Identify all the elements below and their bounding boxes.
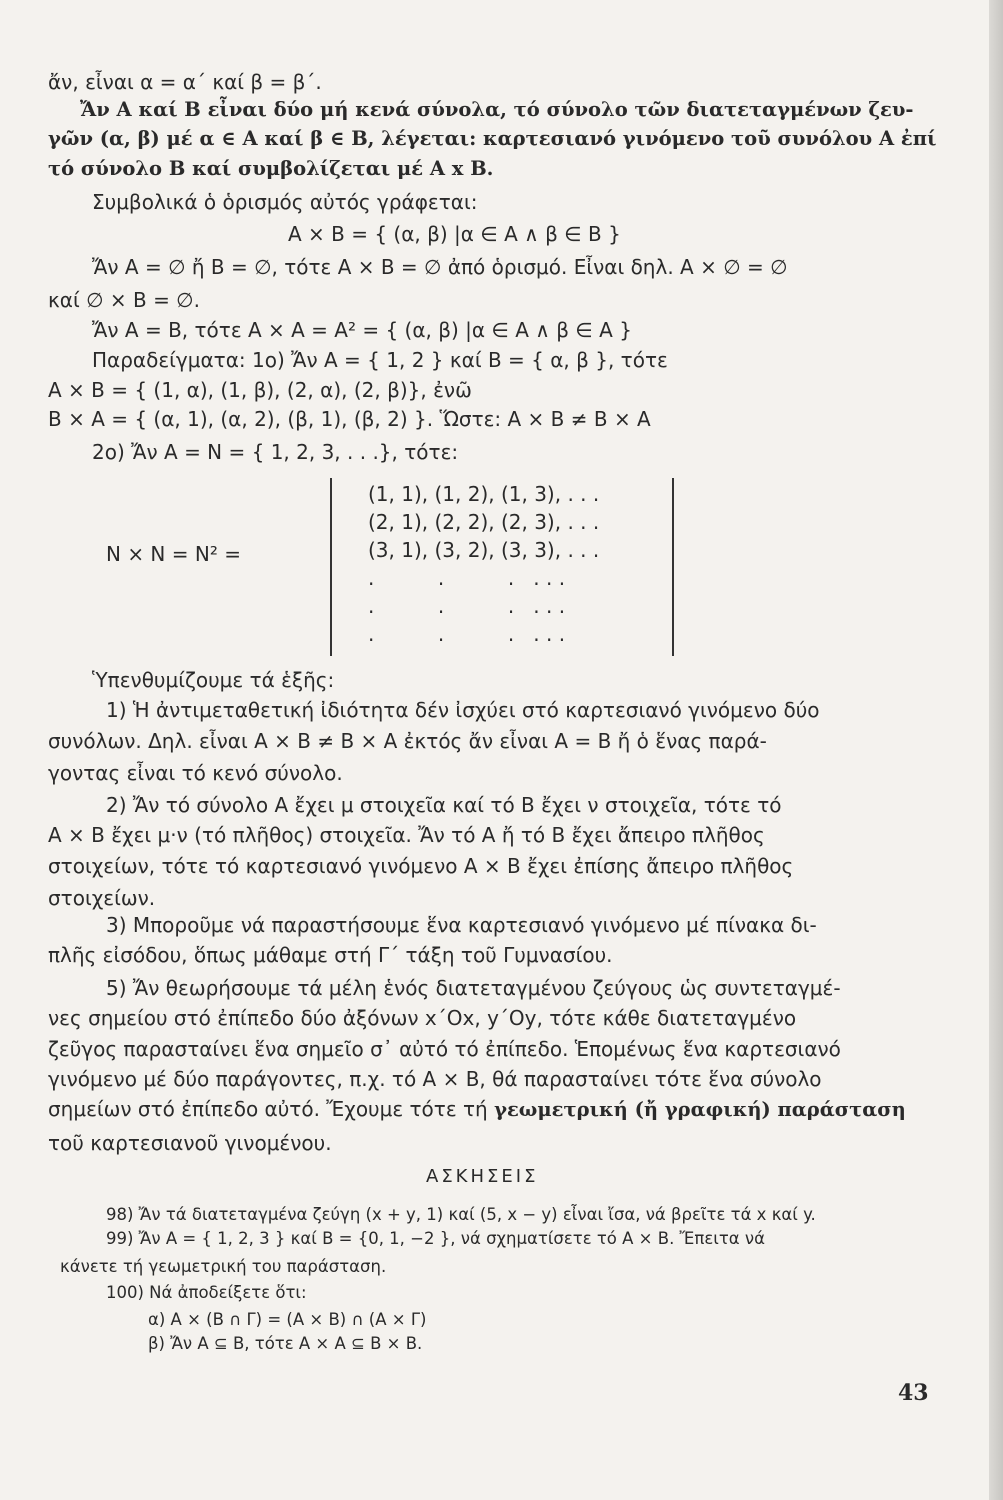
remark-line: A × B ἔχει μ·ν (τό πλῆθος) στοιχεῖα. Ἄν τό A ἤ τό B ἔχει ἄπειρο πλῆθος	[48, 823, 765, 847]
remark-line: συνόλων. Δηλ. εἶναι A × B ≠ B × A ἐκτός ἄν εἶναι A = B ἤ ὁ ἕνας παρά-	[48, 729, 767, 753]
exercise-99: 99) Ἄν A = { 1, 2, 3 } καί B = {0, 1, −2 }, νά σχηματίσετε τό A × B. Ἔπειτα νά	[106, 1229, 765, 1248]
remark-line: πλῆς εἰσόδου, ὅπως μάθαμε στή Γ΄ τάξη τοῦ Γυμνασίου.	[48, 943, 613, 967]
example-line: 2ο) Ἄν A = N = { 1, 2, 3, . . .}, τότε:	[92, 440, 459, 464]
matrix-label: N × N = N² =	[106, 542, 241, 566]
formula-line: A × B = { (α, β) |α ∈ A ∧ β ∈ B }	[288, 222, 621, 246]
matrix-row: . . . . . .	[368, 622, 566, 646]
remark-line: τοῦ καρτεσιανοῦ γινομένου.	[48, 1131, 332, 1155]
remark-text: σημείων στό ἐπίπεδο αὐτό. Ἔχουμε τότε τή	[48, 1097, 495, 1121]
text-line: Ὑπενθυμίζουμε τά ἑξῆς:	[92, 668, 335, 692]
matrix-row: (3, 1), (3, 2), (3, 3), . . .	[368, 538, 600, 562]
emphasis-text: γεωμετρική (ἤ γραφική) παράσταση	[494, 1098, 906, 1121]
remark-line: γοντας εἶναι τό κενό σύνολο.	[48, 761, 343, 785]
exercise-100: 100) Νά ἀποδείξετε ὅτι:	[106, 1283, 307, 1302]
matrix-row: . . . . . .	[368, 566, 566, 590]
matrix-row: (2, 1), (2, 2), (2, 3), . . .	[368, 510, 600, 534]
text-line: Ἄν A = ∅ ἤ B = ∅, τότε A × B = ∅ ἀπό ὁρισμό. Εἶναι δηλ. A × ∅ = ∅	[92, 255, 788, 279]
exercise-98: 98) Ἄν τά διατεταγμένα ζεύγη (x + y, 1) καί (5, x − y) εἶναι ἴσα, νά βρεῖτε τά x καί y.	[106, 1205, 816, 1224]
definition-line: Ἄν A καί B εἶναι δύο μή κενά σύνολα, τό σύνολο τῶν διατεταγμένων ζευ-	[80, 98, 914, 121]
formula-line: Ἄν A = B, τότε A × A = A² = { (α, β) |α ∈ A ∧ β ∈ A }	[92, 318, 632, 342]
exercises-heading: ΑΣΚΗΣΕΙΣ	[426, 1166, 539, 1187]
example-line: Παραδείγματα: 1ο) Ἄν A = { 1, 2 } καί B = { α, β }, τότε	[92, 348, 668, 372]
matrix-row: (1, 1), (1, 2), (1, 3), . . .	[368, 482, 600, 506]
remark-line: γινόμενο μέ δύο παράγοντες, π.χ. τό A × B, θά παρασταίνει τότε ἕνα σύνολο	[48, 1067, 822, 1091]
remark-line: στοιχείων.	[48, 886, 156, 910]
page-number: 43	[898, 1380, 929, 1406]
formula-line: A × B = { (1, α), (1, β), (2, α), (2, β)}, ἐνῶ	[48, 378, 472, 402]
page-edge-shadow	[989, 0, 1003, 1500]
remark-line: 2) Ἄν τό σύνολο A ἔχει μ στοιχεῖα καί τό B ἔχει ν στοιχεῖα, τότε τό	[106, 793, 782, 817]
exercise-100b: β) Ἄν A ⊆ B, τότε A × A ⊆ B × B.	[148, 1334, 423, 1353]
remark-line: 3) Μποροῦμε νά παραστήσουμε ἕνα καρτεσιανό γινόμενο μέ πίνακα δι-	[106, 913, 817, 937]
remark-line	[48, 1097, 906, 1122]
remark-line: 1) Ἡ ἀντιμεταθετική ἰδιότητα δέν ἰσχύει στό καρτεσιανό γινόμενο δύο	[106, 698, 820, 722]
text-line: καί ∅ × B = ∅.	[48, 288, 200, 312]
definition-line: τό σύνολο B καί συμβολίζεται μέ A x B.	[48, 157, 494, 180]
text-line: ἄν, εἶναι α = α΄ καί β = β΄.	[48, 70, 322, 94]
remark-line: ζεῦγος παρασταίνει ἕνα σημεῖο σ᾽ αὐτό τό ἐπίπεδο. Ἑπομένως ἕνα καρτεσιανό	[48, 1037, 841, 1061]
definition-line: γῶν (α, β) μέ α ∈ A καί β ∈ B, λέγεται: καρτεσιανό γινόμενο τοῦ συνόλου A ἐπί	[48, 127, 937, 150]
exercise-100a: α) A × (B ∩ Γ) = (A × B) ∩ (A × Γ)	[148, 1310, 427, 1329]
text-line: Συμβολικά ὁ ὁρισμός αὐτός γράφεται:	[92, 190, 478, 214]
remark-line: στοιχείων, τότε τό καρτεσιανό γινόμενο A × B ἔχει ἐπίσης ἄπειρο πλῆθος	[48, 854, 794, 878]
infinite-matrix	[330, 478, 674, 656]
remark-line: 5) Ἄν θεωρήσουμε τά μέλη ἑνός διατεταγμένου ζεύγους ὡς συντεταγμέ-	[106, 976, 841, 1000]
matrix-row: . . . . . .	[368, 594, 566, 618]
formula-line: B × A = { (α, 1), (α, 2), (β, 1), (β, 2) }. Ὥστε: A × B ≠ B × A	[48, 407, 651, 431]
exercise-99-cont: κάνετε τή γεωμετρική του παράσταση.	[60, 1257, 387, 1276]
remark-line: νες σημείου στό ἐπίπεδο δύο ἀξόνων x΄Ox, y΄Oy, τότε κάθε διατεταγμένο	[48, 1006, 797, 1030]
